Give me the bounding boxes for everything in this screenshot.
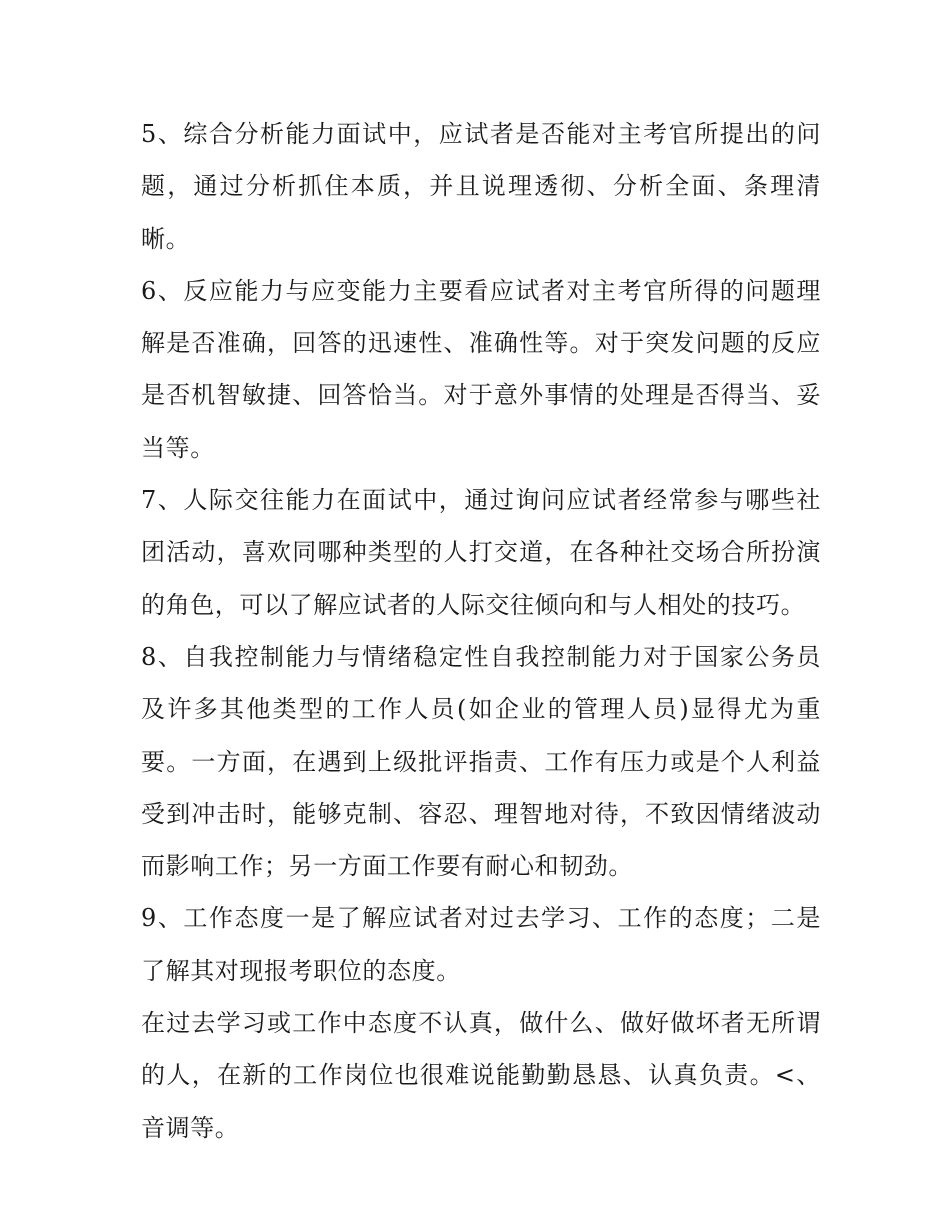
- paragraph-item-9-attitude: 9、工作态度一是了解应试者对过去学习、工作的态度；二是了解其对现报考职位的态度。: [141, 904, 821, 985]
- paragraph-attitude-detail: 在过去学习或工作中态度不认真，做什么、做好做坏者无所谓的人，在新的工作岗位也很难说能勤勤恳恳、认真负责。<、音调等。: [141, 1009, 821, 1142]
- paragraph-item-7-interpersonal: 7、人际交往能力在面试中，通过询问应试者经常参与哪些社团活动，喜欢同哪种类型的人打交道，在各种社交场合所扮演的角色，可以了解应试者的人际交往倾向和与人相处的技巧。: [141, 486, 821, 619]
- paragraph-item-6-reaction: 6、反应能力与应变能力主要看应试者对主考官所得的问题理解是否准确，回答的迅速性、准确性等。对于突发问题的反应是否机智敏捷、回答恰当。对于意外事情的处理是否得当、妥当等。: [141, 276, 821, 462]
- paragraph-item-5-analysis: 5、综合分析能力面试中，应试者是否能对主考官所提出的问题，通过分析抓住本质，并且说理透彻、分析全面、条理清晰。: [141, 120, 821, 253]
- paragraph-item-8-self-control: 8、自我控制能力与情绪稳定性自我控制能力对于国家公务员及许多其他类型的工作人员(如企业的管理人员)显得尤为重要。一方面，在遇到上级批评指责、工作有压力或是个人利益受到冲击时，能够克制、容忍、理智地对待，不致因情绪波动而影响工作；另一方面工作要有耐心和韧劲。: [141, 642, 821, 881]
- document-page: [141, 108, 821, 1154]
